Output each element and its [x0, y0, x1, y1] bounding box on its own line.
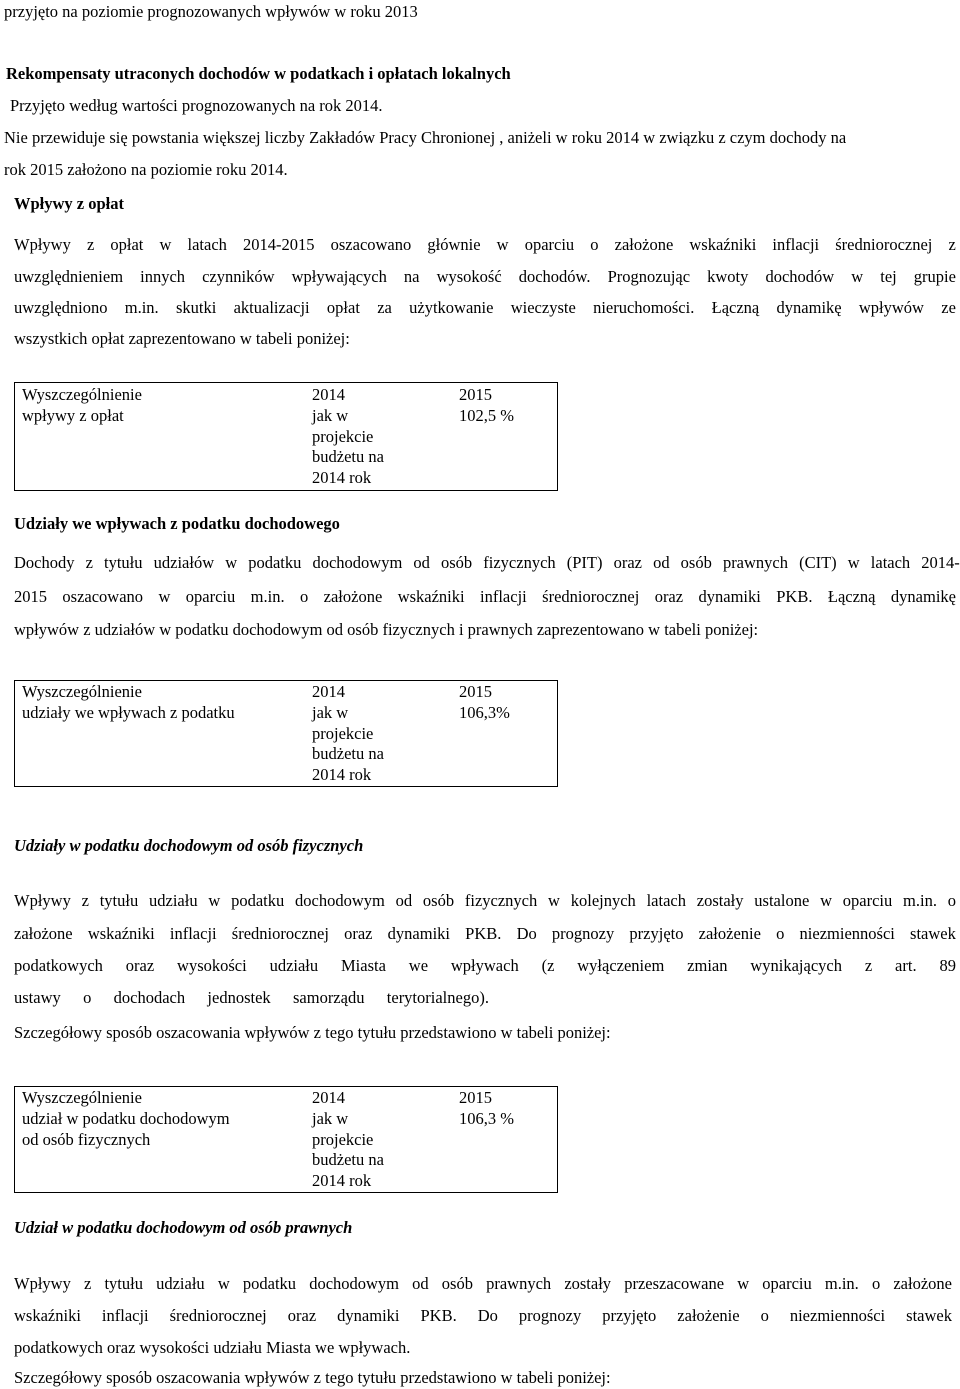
- table-cell-2014: jak w: [312, 1109, 349, 1128]
- word: latach: [646, 891, 686, 910]
- word: inflacji: [169, 924, 217, 943]
- pit-table: [14, 1086, 558, 1193]
- word: Wpływy: [14, 1274, 71, 1293]
- word: w: [820, 891, 832, 910]
- word: PKB.: [776, 587, 813, 606]
- word: (PIT): [566, 553, 603, 572]
- fees-table: [14, 382, 558, 491]
- word: wskaźniki: [397, 587, 465, 606]
- paragraph-line: [14, 926, 956, 943]
- word: fizycznych: [464, 891, 538, 910]
- word: niezmienności: [799, 924, 895, 943]
- word: podatkowych: [14, 956, 103, 975]
- word: o: [947, 891, 956, 910]
- table-cell-2014: projekcie: [312, 427, 374, 446]
- word: ustawy: [14, 988, 61, 1007]
- word: na: [403, 267, 420, 286]
- word: z: [85, 553, 93, 572]
- paragraph-line: podatkowych oraz wysokości udziału Miasta we wpływach.: [14, 1338, 411, 1357]
- word: uwzględnieniem: [14, 267, 124, 286]
- word: udziału: [156, 1274, 205, 1293]
- word: założone: [893, 1274, 952, 1293]
- word: stawek: [906, 1306, 952, 1325]
- word: aktualizacji: [233, 298, 310, 317]
- word: terytorialnego).: [386, 988, 489, 1007]
- word: kwoty: [707, 267, 749, 286]
- word: nieruchomości.: [593, 298, 695, 317]
- word: oszacowano: [330, 235, 412, 254]
- word: głównie: [427, 235, 481, 254]
- word: opłat: [326, 298, 360, 317]
- section-heading-fees: Wpływy z opłat: [14, 194, 125, 213]
- word: wpływach: [450, 956, 519, 975]
- word: z: [864, 956, 873, 975]
- word: wpływających: [291, 267, 387, 286]
- word: skutki: [175, 298, 217, 317]
- income-tax-shares-table: [14, 680, 558, 787]
- word: grupie: [913, 267, 956, 286]
- word: stawek: [910, 924, 956, 943]
- word: (z: [541, 956, 555, 975]
- word: 89: [939, 956, 956, 975]
- word: m.in.: [250, 587, 285, 606]
- word: o: [760, 1306, 769, 1325]
- word: wyłączeniem: [577, 956, 665, 975]
- word: założenie: [677, 1306, 740, 1325]
- word: m.in.: [903, 891, 937, 910]
- paragraph-line: [14, 300, 956, 317]
- paragraph-line: Nie przewiduje się powstania większej liczby Zakładów Pracy Chronionej , aniżeli w roku 2014 w związku z czym dochody na: [4, 128, 847, 147]
- word: opłat: [110, 235, 144, 254]
- word: z: [83, 1274, 92, 1293]
- word: oparciu: [842, 891, 893, 910]
- word: założone: [614, 235, 674, 254]
- word: Prognozując: [607, 267, 691, 286]
- word: w: [158, 587, 171, 606]
- word: oraz: [287, 1306, 317, 1325]
- word: inflacji: [480, 587, 527, 606]
- word: dynamikę: [776, 298, 842, 317]
- word: 2015: [14, 587, 47, 606]
- word: o: [83, 988, 92, 1007]
- word: art.: [895, 956, 917, 975]
- word: wysokości: [177, 956, 247, 975]
- word: Łączną: [827, 587, 876, 606]
- word: podatku: [248, 553, 302, 572]
- table-header-2014: 2014: [312, 385, 345, 404]
- word: wysokość: [436, 267, 502, 286]
- table-cell-2014: projekcie: [312, 1130, 374, 1149]
- word: prawnych: [722, 553, 788, 572]
- paragraph-line: [14, 589, 956, 606]
- word: m.in.: [124, 298, 159, 317]
- word: m.in.: [824, 1274, 859, 1293]
- table-cell-2014: 2014 rok: [312, 468, 372, 487]
- word: tytułu: [104, 553, 143, 572]
- word: założenie: [698, 924, 761, 943]
- word: (CIT): [799, 553, 837, 572]
- word: średniorocznej: [542, 587, 640, 606]
- section-heading-income-tax-shares: Udziały we wpływach z podatku dochodowego: [14, 514, 340, 533]
- word: ze: [941, 298, 956, 317]
- table-header-item: Wyszczególnienie: [22, 682, 142, 701]
- paragraph-line: [14, 1308, 952, 1325]
- word: wskaźniki: [14, 1306, 81, 1325]
- word: zostały: [696, 891, 744, 910]
- word: oszacowano: [62, 587, 144, 606]
- word: osób: [422, 891, 455, 910]
- word: średniorocznej: [169, 1306, 267, 1325]
- paragraph-line: wpływów z udziałów w podatku dochodowym od osób fizycznych i prawnych zaprezentowano w tabeli poniżej:: [14, 620, 759, 639]
- table-cell-2014: 2014 rok: [312, 1171, 372, 1190]
- word: w: [737, 1274, 750, 1293]
- word: niezmienności: [789, 1306, 886, 1325]
- paragraph-line: [14, 990, 489, 1007]
- word: zmian: [687, 956, 728, 975]
- word: dochodowym: [309, 1274, 400, 1293]
- table-cell-2014: budżetu na: [312, 447, 384, 466]
- word: inflacji: [101, 1306, 149, 1325]
- word: za: [377, 298, 392, 317]
- word: o: [590, 235, 599, 254]
- paragraph-line: [14, 1276, 952, 1293]
- word: zostały: [564, 1274, 612, 1293]
- table-row-label: wpływy z opłat: [22, 406, 124, 425]
- word: o: [871, 1274, 881, 1293]
- word: oraz: [654, 587, 684, 606]
- word: ustalone: [754, 891, 810, 910]
- paragraph-line: [14, 555, 960, 572]
- word: wskaźniki: [689, 235, 757, 254]
- section-heading-cit: Udział w podatku dochodowym od osób prawnych: [14, 1218, 353, 1237]
- table-row-label: od osób fizycznych: [22, 1130, 151, 1149]
- word: od: [413, 553, 430, 572]
- word: z: [81, 891, 89, 910]
- table-cell-2015: 102,5 %: [459, 406, 514, 425]
- word: uwzględniono: [14, 298, 108, 317]
- word: innych: [140, 267, 186, 286]
- word: od: [412, 1274, 429, 1293]
- word: czynników: [202, 267, 275, 286]
- word: prawnych: [486, 1274, 552, 1293]
- word: Łączną: [711, 298, 760, 317]
- word: dynamiki: [337, 1306, 400, 1325]
- word: tytułu: [99, 891, 139, 910]
- table-cell-2014: budżetu na: [312, 744, 384, 763]
- table-header-2015: 2015: [459, 1088, 492, 1107]
- word: dochodach: [113, 988, 186, 1007]
- word: przeszacowane: [624, 1274, 725, 1293]
- word: oparciu: [762, 1274, 812, 1293]
- word: średniorocznej: [835, 235, 933, 254]
- word: przyjęto: [602, 1306, 657, 1325]
- section-heading-compensation: Rekompensaty utraconych dochodów w podatkach i opłatach lokalnych: [6, 64, 511, 83]
- word: tej: [880, 267, 897, 286]
- word: od: [395, 891, 413, 910]
- paragraph-line: [14, 237, 956, 254]
- word: wieczyste: [510, 298, 576, 317]
- word: od: [653, 553, 670, 572]
- word: w: [548, 891, 560, 910]
- word: tytułu: [104, 1274, 143, 1293]
- word: kolejnych: [570, 891, 636, 910]
- word: inflacji: [772, 235, 820, 254]
- word: z: [86, 235, 95, 254]
- paragraph-line: Szczegółowy sposób oszacowania wpływów z tego tytułu przedstawiono w tabeli poniżej:: [14, 1368, 611, 1387]
- word: dynamikę: [890, 587, 956, 606]
- word: w: [496, 235, 509, 254]
- section-heading-pit: Udziały w podatku dochodowym od osób fizycznych: [14, 836, 364, 855]
- word: latach: [870, 553, 911, 572]
- table-cell-2014: 2014 rok: [312, 765, 372, 784]
- word: osób: [441, 1274, 473, 1293]
- word: w: [851, 267, 864, 286]
- table-cell-2014: jak w: [312, 703, 349, 722]
- word: PKB.: [465, 924, 502, 943]
- word: wynikających: [750, 956, 842, 975]
- paragraph-line: wszystkich opłat zaprezentowano w tabeli poniżej:: [14, 329, 350, 348]
- word: udziału: [269, 956, 319, 975]
- word: Wpływy: [14, 891, 71, 910]
- word: Dochody: [14, 553, 75, 572]
- word: 2014-: [921, 553, 960, 572]
- word: średniorocznej: [231, 924, 329, 943]
- word: PKB.: [420, 1306, 457, 1325]
- word: Do: [516, 924, 537, 943]
- word: oraz: [344, 924, 373, 943]
- table-header-2015: 2015: [459, 385, 492, 404]
- table-cell-2014: projekcie: [312, 724, 374, 743]
- table-header-2015: 2015: [459, 682, 492, 701]
- word: o: [300, 587, 309, 606]
- word: oraz: [125, 956, 155, 975]
- word: z: [948, 235, 956, 254]
- word: dynamiki: [698, 587, 761, 606]
- word: podatku: [231, 891, 285, 910]
- word: osób: [680, 553, 712, 572]
- word: wpływów: [858, 298, 924, 317]
- word: w: [217, 1274, 230, 1293]
- word: oraz: [613, 553, 642, 572]
- word: udziału: [149, 891, 198, 910]
- word: osób: [441, 553, 473, 572]
- table-cell-2014: jak w: [312, 406, 349, 425]
- word: Miasta: [341, 956, 386, 975]
- word: dochodów.: [518, 267, 591, 286]
- word: prognozy: [518, 1306, 582, 1325]
- word: oparciu: [185, 587, 236, 606]
- word: dynamiki: [387, 924, 450, 943]
- word: wskaźniki: [87, 924, 155, 943]
- paragraph-line: [14, 893, 956, 910]
- top-fragment-text: przyjęto na poziomie prognozowanych wpływów w roku 2013: [4, 2, 418, 21]
- word: użytkowanie: [409, 298, 494, 317]
- word: prognozy: [551, 924, 615, 943]
- table-header-item: Wyszczególnienie: [22, 385, 142, 404]
- paragraph-line: [14, 958, 956, 975]
- table-cell-2014: budżetu na: [312, 1150, 384, 1169]
- word: o: [776, 924, 785, 943]
- word: jednostek: [207, 988, 271, 1007]
- paragraph-line: rok 2015 założono na poziomie roku 2014.: [4, 160, 288, 179]
- word: 2014-2015: [243, 235, 315, 254]
- word: w: [208, 891, 221, 910]
- word: fizycznych: [483, 553, 556, 572]
- word: we: [408, 956, 429, 975]
- word: w: [225, 553, 238, 572]
- word: dochodowym: [295, 891, 385, 910]
- word: założone: [14, 924, 73, 943]
- word: samorządu: [292, 988, 365, 1007]
- table-header-2014: 2014: [312, 682, 345, 701]
- word: w: [159, 235, 172, 254]
- word: dochodów: [765, 267, 835, 286]
- word: oparciu: [524, 235, 575, 254]
- table-cell-2015: 106,3%: [459, 703, 510, 722]
- table-header-item: Wyszczególnienie: [22, 1088, 142, 1107]
- table-header-2014: 2014: [312, 1088, 345, 1107]
- word: latach: [187, 235, 227, 254]
- word: Wpływy: [14, 235, 71, 254]
- word: w: [847, 553, 860, 572]
- word: udziałów: [153, 553, 215, 572]
- paragraph-line: [14, 269, 956, 286]
- table-cell-2015: 106,3 %: [459, 1109, 514, 1128]
- paragraph-line: Szczegółowy sposób oszacowania wpływów z tego tytułu przedstawiono w tabeli poniżej:: [14, 1023, 611, 1042]
- word: założone: [323, 587, 383, 606]
- word: podatku: [242, 1274, 297, 1293]
- word: dochodowym: [312, 553, 403, 572]
- table-row-label: udziały we wpływach z podatku: [22, 703, 235, 722]
- table-row-label: udział w podatku dochodowym: [22, 1109, 230, 1128]
- paragraph-line: Przyjęto według wartości prognozowanych na rok 2014.: [10, 96, 383, 115]
- word: przyjęto: [629, 924, 684, 943]
- word: Do: [477, 1306, 498, 1325]
